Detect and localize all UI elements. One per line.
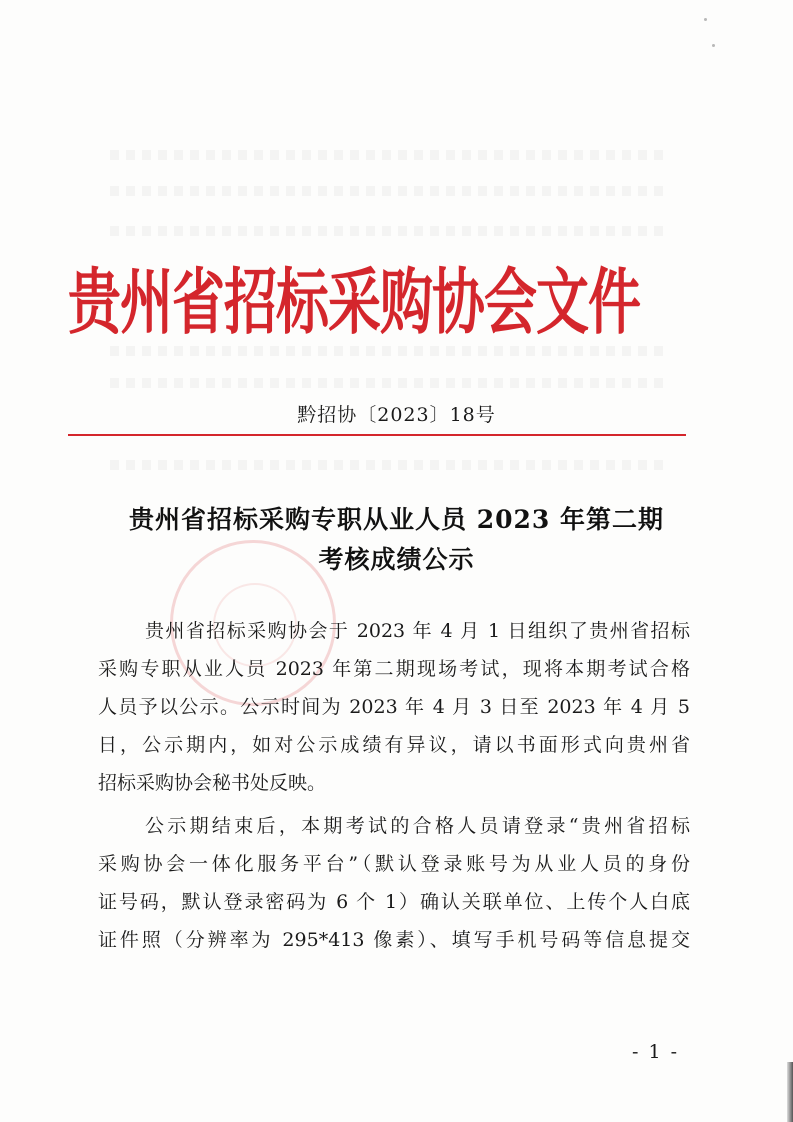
body-line: 招标采购协会秘书处反映。 [98, 772, 327, 794]
body-line: 采购专职从业人员 2023 年第二期现场考试，现将本期考试合格 [98, 658, 690, 680]
body-line: 人员予以公示。公示时间为 2023 年 4 月 3 日至 2023 年 4 月 5 [98, 696, 690, 718]
bleed-through-text [110, 150, 670, 160]
body-line: 公示期结束后，本期考试的合格人员请登录“贵州省招标 [145, 815, 690, 837]
scan-speck [712, 44, 715, 47]
red-divider-line [68, 434, 686, 436]
page-number: - 1 - [632, 1041, 680, 1063]
body-line: 日，公示期内，如对公示成绩有异议，请以书面形式向贵州省 [98, 734, 690, 756]
scan-edge-shadow [787, 1062, 793, 1122]
body-line: 采购协会一体化服务平台”（默认登录账号为从业人员的身份 [98, 853, 690, 875]
scan-speck [704, 18, 707, 21]
notice-title-line-2: 考核成绩公示 [318, 545, 475, 574]
bleed-through-text [110, 186, 670, 196]
body-line: 证件照（分辨率为 295*413 像素）、填写手机号码等信息提交 [98, 929, 690, 951]
body-line: 证号码，默认登录密码为 6 个 1）确认关联单位、上传个人白底 [98, 891, 690, 913]
bleed-through-text [110, 226, 670, 236]
body-line: 贵州省招标采购协会于 2023 年 4 月 1 日组织了贵州省招标 [145, 620, 690, 642]
bleed-through-text [110, 378, 670, 388]
document-number: 黔招协〔2023〕18号 [297, 404, 496, 426]
masthead-title: 贵州省招标采购协会文件 [68, 260, 640, 345]
notice-title-line-1: 贵州省招标采购专职从业人员 2023 年第二期 [129, 505, 664, 534]
bleed-through-text [110, 460, 670, 470]
